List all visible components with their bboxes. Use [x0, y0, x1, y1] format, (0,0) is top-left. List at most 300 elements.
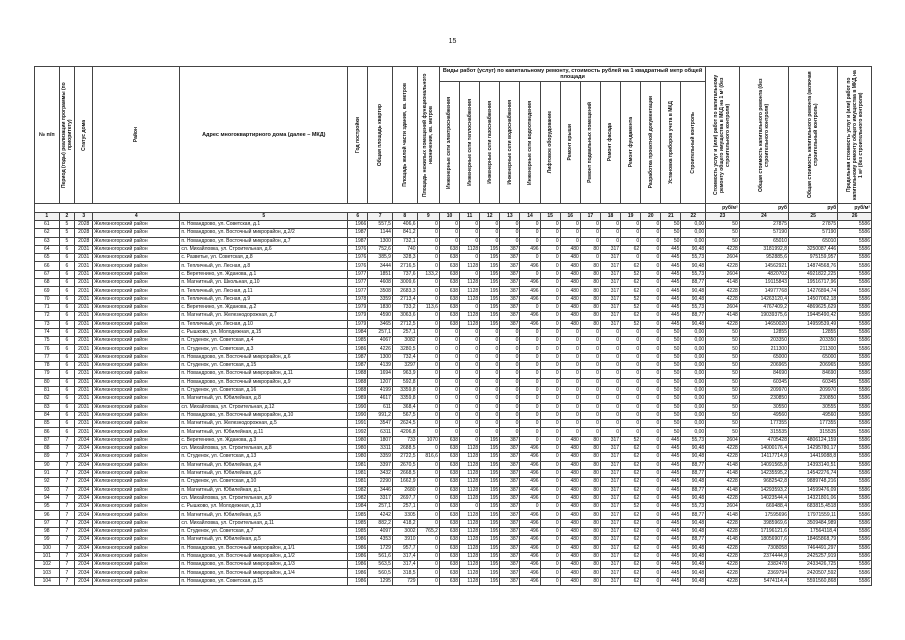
- table-cell: 6: [59, 303, 75, 311]
- table-cell: 0: [540, 386, 560, 394]
- table-cell: Железногорский район: [93, 519, 180, 527]
- table-cell: 1128: [460, 295, 480, 303]
- table-cell: 1988: [348, 386, 368, 394]
- table-cell: 0: [641, 287, 661, 295]
- table-cell: 0: [540, 328, 560, 336]
- header-work: Ремонт фасада: [600, 82, 620, 204]
- table-cell: 0: [500, 229, 520, 237]
- table-cell: 52: [621, 320, 641, 328]
- column-number: 21: [661, 213, 681, 221]
- table-cell: 55,73: [681, 254, 706, 262]
- table-cell: 6: [59, 279, 75, 287]
- column-number: 7: [368, 213, 393, 221]
- table-cell: 5474114,4: [739, 577, 788, 585]
- table-cell: 5586: [838, 270, 872, 278]
- table-cell: 0: [560, 420, 580, 428]
- table-cell: 387: [500, 478, 520, 486]
- table-cell: Железногорский район: [93, 353, 180, 361]
- table-cell: 317: [600, 536, 620, 544]
- table-cell: 5586: [838, 221, 872, 229]
- table-cell: 50: [661, 345, 681, 353]
- table-cell: 0: [621, 395, 641, 403]
- table-cell: 62: [621, 245, 641, 253]
- table-cell: 3397: [368, 461, 393, 469]
- table-cell: 6: [59, 337, 75, 345]
- table-cell: 4228: [706, 494, 740, 502]
- table-cell: 0: [500, 403, 520, 411]
- table-cell: 496: [520, 262, 540, 270]
- table-cell: 80: [580, 262, 600, 270]
- table-cell: 94: [35, 494, 60, 502]
- header-limit-cost: Предельная стоимость услуг и (или) работ по капитальному ремонту общего имущества в МКД на 1 м² (без строительного контроля): [838, 67, 872, 204]
- table-cell: 3359,8: [392, 386, 417, 394]
- table-cell: 5586: [838, 453, 872, 461]
- table-cell: п. Студенок, ул. Советская, д.4: [180, 337, 348, 345]
- table-cell: 5586: [838, 569, 872, 577]
- table-cell: 4148: [706, 511, 740, 519]
- table-cell: 445: [661, 544, 681, 552]
- table-cell: 0: [621, 420, 641, 428]
- table-cell: 7: [59, 527, 75, 535]
- table-cell: 2604: [706, 503, 740, 511]
- table-cell: 0: [460, 403, 480, 411]
- table-cell: 1128: [460, 445, 480, 453]
- table-cell: 317: [600, 303, 620, 311]
- table-cell: 2031: [75, 245, 93, 253]
- header-work: Инженерные сети электроснабжения: [439, 82, 459, 204]
- table-cell: 2034: [75, 436, 93, 444]
- table-cell: 0: [540, 245, 560, 253]
- table-cell: 638: [439, 561, 459, 569]
- table-cell: 557,5: [368, 221, 393, 229]
- table-cell: 88,77: [681, 461, 706, 469]
- table-cell: 50: [706, 345, 740, 353]
- header-works-group: Виды работ (услуг) по капитальному ремонту, стоимость рублей на 1 квадратный метр общей площади: [439, 67, 705, 82]
- table-cell: 0: [540, 254, 560, 262]
- table-cell: 0: [480, 229, 500, 237]
- table-cell: 90,48: [681, 287, 706, 295]
- header-functional-area: Площадь нежилых помещений функционального назначения, кв. метров: [417, 67, 439, 204]
- table-cell: 1128: [460, 552, 480, 560]
- table-cell: 5586: [838, 503, 872, 511]
- table-cell: Железногорский район: [93, 469, 180, 477]
- table-cell: 480: [560, 254, 580, 262]
- table-cell: 70: [35, 295, 60, 303]
- table-cell: 445: [661, 279, 681, 287]
- table-cell: Железногорский район: [93, 478, 180, 486]
- table-cell: 2034: [75, 527, 93, 535]
- table-cell: 638: [439, 569, 459, 577]
- table-cell: 0: [580, 345, 600, 353]
- table-cell: 0: [580, 370, 600, 378]
- header-address: Адрес многоквартирного дома (далее – МКД): [180, 67, 348, 204]
- table-cell: п. Студенок, ул. Советская, д.15: [180, 362, 348, 370]
- table-cell: 1990: [348, 403, 368, 411]
- table-cell: 80: [580, 445, 600, 453]
- table-cell: 638: [439, 544, 459, 552]
- table-cell: Железногорский район: [93, 527, 180, 535]
- table-cell: 0,00: [681, 420, 706, 428]
- table-cell: Железногорский район: [93, 486, 180, 494]
- table-cell: 0: [480, 370, 500, 378]
- table-cell: 480: [560, 494, 580, 502]
- table-cell: 1300: [368, 237, 393, 245]
- table-cell: 387: [500, 320, 520, 328]
- table-cell: 0: [641, 544, 661, 552]
- table-cell: 74: [35, 328, 60, 336]
- table-cell: 195: [480, 270, 500, 278]
- table-cell: 72: [35, 312, 60, 320]
- table-cell: 55,73: [681, 303, 706, 311]
- table-cell: 317: [600, 569, 620, 577]
- table-cell: 0: [641, 362, 661, 370]
- table-cell: 611: [368, 403, 393, 411]
- column-number: 4: [93, 213, 180, 221]
- table-cell: 50: [706, 386, 740, 394]
- table-cell: 80: [580, 544, 600, 552]
- table-cell: 1988: [348, 378, 368, 386]
- table-cell: 1694: [368, 370, 393, 378]
- table-cell: 0: [500, 237, 520, 245]
- table-cell: 0: [580, 353, 600, 361]
- table-cell: 55,73: [681, 270, 706, 278]
- table-cell: 1985: [348, 527, 368, 535]
- table-cell: 480: [560, 469, 580, 477]
- table-cell: Железногорский район: [93, 312, 180, 320]
- table-cell: 480: [560, 577, 580, 585]
- table-row: [35, 386, 872, 394]
- table-cell: 496: [520, 527, 540, 535]
- table-cell: 3317: [368, 494, 393, 502]
- table-row: [35, 577, 872, 585]
- table-cell: 0: [500, 411, 520, 419]
- table-cell: п. Новандрово, ул. Восточный микрорайон, д.1/3: [180, 561, 348, 569]
- table-cell: 3359: [368, 295, 393, 303]
- table-cell: п. Студенок, ул. Советская, д.16: [180, 386, 348, 394]
- table-cell: 0: [560, 370, 580, 378]
- table-cell: 6: [59, 428, 75, 436]
- table-cell: 0: [417, 519, 439, 527]
- table-row: [35, 420, 872, 428]
- table-cell: 315535: [788, 428, 837, 436]
- table-cell: 496: [520, 478, 540, 486]
- table-cell: 638: [439, 453, 459, 461]
- table-cell: 0: [417, 362, 439, 370]
- table-cell: 317: [600, 254, 620, 262]
- table-body: [35, 221, 872, 586]
- table-cell: 50: [706, 221, 740, 229]
- table-cell: 5586: [838, 411, 872, 419]
- table-cell: 88: [35, 445, 60, 453]
- table-cell: п. Новандрово, ул. Восточный микрорайон, д.1/2: [180, 552, 348, 560]
- table-cell: 5586: [838, 428, 872, 436]
- table-cell: 5586: [838, 420, 872, 428]
- table-cell: 0: [560, 395, 580, 403]
- table-cell: 0: [540, 262, 560, 270]
- table-cell: 6: [59, 270, 75, 278]
- table-cell: 732,1: [392, 237, 417, 245]
- table-cell: 0: [460, 237, 480, 245]
- table-cell: 0: [560, 386, 580, 394]
- table-cell: 195: [480, 295, 500, 303]
- table-cell: п. Новандрово, ул. Восточный микрорайон, д.10: [180, 411, 348, 419]
- table-cell: 0: [580, 337, 600, 345]
- page-number: 15: [448, 38, 457, 45]
- table-cell: 14321801,06: [788, 494, 837, 502]
- table-cell: 1990: [348, 411, 368, 419]
- table-cell: 5586: [838, 262, 872, 270]
- table-cell: 81: [35, 386, 60, 394]
- table-row: [35, 362, 872, 370]
- table-cell: Железногорский район: [93, 370, 180, 378]
- table-cell: 0: [540, 370, 560, 378]
- table-cell: 6: [59, 320, 75, 328]
- table-cell: 0: [439, 353, 459, 361]
- table-cell: 0: [460, 337, 480, 345]
- table-cell: 62: [621, 262, 641, 270]
- table-cell: 0: [417, 403, 439, 411]
- table-cell: 496: [520, 511, 540, 519]
- table-row: [35, 337, 872, 345]
- table-cell: 317: [600, 320, 620, 328]
- table-cell: 317: [600, 478, 620, 486]
- table-cell: 0: [460, 386, 480, 394]
- table-cell: 0: [417, 445, 439, 453]
- table-row: [35, 395, 872, 403]
- table-cell: 0: [560, 328, 580, 336]
- table-cell: 0: [621, 428, 641, 436]
- table-cell: 7: [59, 552, 75, 560]
- table-cell: 496: [520, 552, 540, 560]
- table-cell: 2031: [75, 287, 93, 295]
- table-cell: 0: [621, 370, 641, 378]
- table-cell: 0: [500, 345, 520, 353]
- table-cell: 4767409,2: [739, 303, 788, 311]
- table-cell: 0,00: [681, 428, 706, 436]
- table-cell: 7: [59, 486, 75, 494]
- table-cell: 2722,5: [392, 453, 417, 461]
- table-cell: 5586: [838, 494, 872, 502]
- table-row: [35, 287, 872, 295]
- table-cell: 2624,5: [392, 420, 417, 428]
- table-cell: 496: [520, 279, 540, 287]
- header-year: Год постройки: [348, 67, 368, 204]
- table-cell: 1987: [348, 237, 368, 245]
- table-cell: 0: [540, 287, 560, 295]
- table-cell: 0: [540, 486, 560, 494]
- table-cell: Железногорский район: [93, 295, 180, 303]
- table-cell: 2031: [75, 312, 93, 320]
- table-cell: 84: [35, 411, 60, 419]
- table-cell: п. Новандрово, ул. Советская, д.1: [180, 221, 348, 229]
- table-cell: Железногорский район: [93, 395, 180, 403]
- table-cell: 740: [392, 245, 417, 253]
- column-number: 13: [500, 213, 520, 221]
- table-cell: 0: [540, 378, 560, 386]
- table-cell: 0: [480, 328, 500, 336]
- table-cell: 6: [59, 295, 75, 303]
- table-row: [35, 527, 872, 535]
- table-cell: 2604: [706, 270, 740, 278]
- table-cell: Железногорский район: [93, 287, 180, 295]
- table-cell: 52: [621, 436, 641, 444]
- table-row: [35, 436, 872, 444]
- table-cell: 1128: [460, 245, 480, 253]
- column-number: 14: [520, 213, 540, 221]
- table-cell: 1966: [348, 221, 368, 229]
- table-cell: 52: [621, 295, 641, 303]
- table-cell: 7: [59, 536, 75, 544]
- table-cell: 592,8: [392, 378, 417, 386]
- table-cell: 0: [540, 494, 560, 502]
- table-cell: Железногорский район: [93, 229, 180, 237]
- header-total-area: Общая площадь квартир: [368, 67, 393, 204]
- table-cell: 90,48: [681, 262, 706, 270]
- table-cell: 195: [480, 503, 500, 511]
- header-cost-per-m2: Стоимость услуг и (или) работ по капитальному ремонту общего имущества в МКД на 1 м² (без строительного контроля): [706, 67, 740, 204]
- table-cell: 2680: [392, 486, 417, 494]
- table-cell: 317: [600, 279, 620, 287]
- table-cell: 387: [500, 254, 520, 262]
- table-cell: 4228: [706, 295, 740, 303]
- table-cell: 65: [35, 254, 60, 262]
- table-cell: 0: [439, 386, 459, 394]
- table-cell: 1128: [460, 453, 480, 461]
- table-cell: 0: [417, 395, 439, 403]
- table-cell: 57190: [739, 229, 788, 237]
- table-cell: 0,00: [681, 353, 706, 361]
- table-cell: п. Магнитный, ул. Юбилейная, д.11: [180, 428, 348, 436]
- table-cell: 195: [480, 436, 500, 444]
- table-cell: 1128: [460, 527, 480, 535]
- table-cell: 317: [600, 312, 620, 320]
- table-cell: 317: [600, 486, 620, 494]
- table-cell: 387: [500, 519, 520, 527]
- table-cell: 62: [621, 536, 641, 544]
- table-cell: 0: [580, 386, 600, 394]
- table-cell: Железногорский район: [93, 403, 180, 411]
- table-cell: 6: [59, 420, 75, 428]
- table-cell: 0: [560, 428, 580, 436]
- table-cell: 3547: [368, 420, 393, 428]
- table-cell: 496: [520, 494, 540, 502]
- table-cell: 195: [480, 577, 500, 585]
- table-cell: 0: [641, 519, 661, 527]
- table-cell: 0: [641, 494, 661, 502]
- table-cell: 317: [600, 561, 620, 569]
- table-cell: 203350: [739, 337, 788, 345]
- table-cell: 3082: [392, 337, 417, 345]
- table-cell: 60345: [739, 378, 788, 386]
- table-cell: 638: [439, 312, 459, 320]
- table-cell: 80: [580, 569, 600, 577]
- table-cell: 317: [600, 519, 620, 527]
- table-cell: 1984: [348, 328, 368, 336]
- table-cell: 496: [520, 445, 540, 453]
- table-cell: 387: [500, 569, 520, 577]
- table-cell: 1300: [368, 353, 393, 361]
- table-cell: 82: [35, 395, 60, 403]
- table-cell: 80: [580, 469, 600, 477]
- table-cell: 317,4: [392, 552, 417, 560]
- table-cell: 0: [641, 229, 661, 237]
- table-cell: 1986: [348, 577, 368, 585]
- table-cell: 195: [480, 494, 500, 502]
- table-cell: 0: [600, 403, 620, 411]
- table-cell: 91: [35, 469, 60, 477]
- table-cell: 2028: [75, 229, 93, 237]
- table-cell: 0: [540, 353, 560, 361]
- table-cell: 0: [417, 312, 439, 320]
- table-cell: 1662,9: [392, 478, 417, 486]
- table-cell: 0: [600, 378, 620, 386]
- table-cell: 0: [621, 254, 641, 262]
- table-cell: 0: [417, 328, 439, 336]
- table-cell: 2290: [368, 478, 393, 486]
- table-cell: 4869625,629: [788, 303, 837, 311]
- table-cell: 0: [480, 221, 500, 229]
- table-cell: 6: [59, 262, 75, 270]
- table-cell: 62: [621, 569, 641, 577]
- table-row: [35, 445, 872, 453]
- table-cell: 0: [580, 428, 600, 436]
- table-cell: 0: [560, 378, 580, 386]
- table-cell: Железногорский район: [93, 279, 180, 287]
- table-cell: 1851: [368, 270, 393, 278]
- table-cell: 385,9: [368, 254, 393, 262]
- table-cell: 99: [35, 536, 60, 544]
- table-cell: 1977: [348, 270, 368, 278]
- table-cell: 0: [560, 345, 580, 353]
- table-row: [35, 345, 872, 353]
- table-row: [35, 411, 872, 419]
- table-cell: 387: [500, 527, 520, 535]
- table-cell: 50: [661, 237, 681, 245]
- table-cell: 1986: [348, 536, 368, 544]
- table-cell: 0: [480, 395, 500, 403]
- header-work: Лифтовое оборудование: [540, 82, 560, 204]
- table-cell: 0: [641, 345, 661, 353]
- table-cell: 0: [540, 428, 560, 436]
- table-cell: 0: [520, 303, 540, 311]
- table-cell: 1987: [348, 362, 368, 370]
- column-number: 2: [59, 213, 75, 221]
- table-cell: 0: [600, 428, 620, 436]
- table-cell: 90,48: [681, 453, 706, 461]
- table-cell: 5586: [838, 436, 872, 444]
- table-cell: 4228: [706, 262, 740, 270]
- table-cell: 0: [520, 503, 540, 511]
- table-cell: 0,00: [681, 370, 706, 378]
- table-cell: 0: [641, 353, 661, 361]
- table-cell: 638: [439, 279, 459, 287]
- table-cell: Железногорский район: [93, 337, 180, 345]
- table-cell: п. Студенок, ул. Советская, д.7: [180, 527, 348, 535]
- table-cell: 6: [59, 254, 75, 262]
- table-cell: 4228: [706, 478, 740, 486]
- table-cell: 0: [439, 428, 459, 436]
- table-cell: 3250087,446: [788, 245, 837, 253]
- table-cell: Железногорский район: [93, 494, 180, 502]
- table-cell: 1144: [368, 229, 393, 237]
- table-cell: 2031: [75, 370, 93, 378]
- table-cell: 0: [417, 478, 439, 486]
- table-cell: 2716,5: [392, 262, 417, 270]
- table-cell: 52: [621, 303, 641, 311]
- table-cell: 0: [560, 353, 580, 361]
- table-cell: 50: [661, 395, 681, 403]
- table-cell: 4148: [706, 486, 740, 494]
